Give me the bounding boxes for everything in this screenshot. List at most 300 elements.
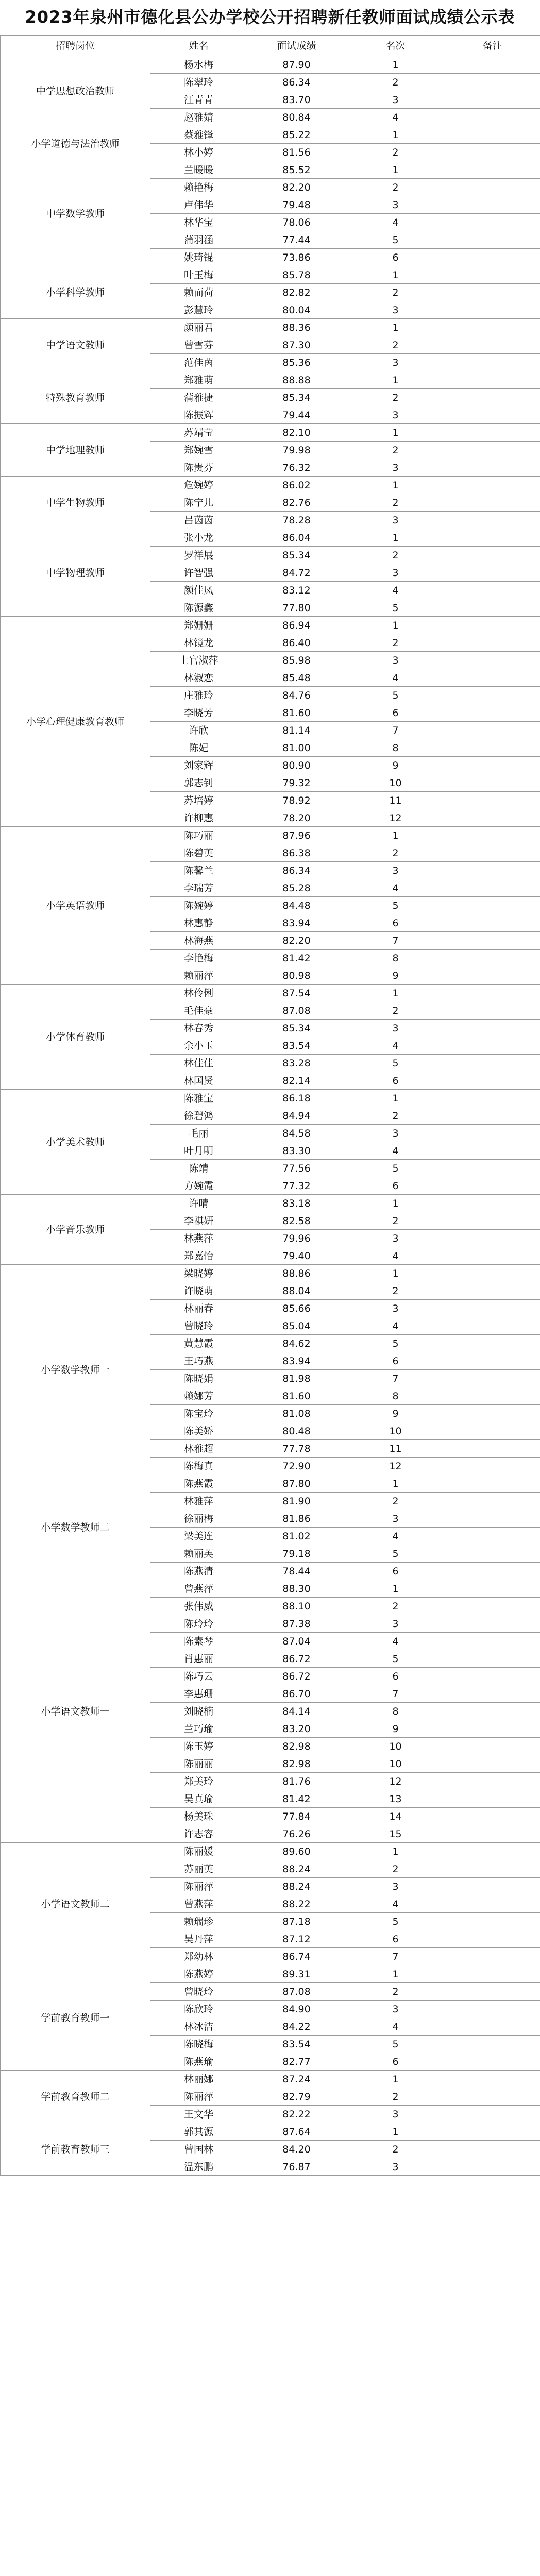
rank-cell: 1 (346, 1265, 445, 1282)
rank-cell: 1 (346, 477, 445, 494)
score-cell: 83.54 (247, 2036, 346, 2053)
rank-cell: 2 (346, 844, 445, 862)
remark-cell (445, 459, 540, 477)
name-cell: 刘晓楠 (150, 1703, 247, 1720)
score-cell: 84.76 (247, 687, 346, 704)
remark-cell (445, 442, 540, 459)
rank-cell: 6 (346, 1352, 445, 1370)
score-cell: 79.44 (247, 406, 346, 424)
score-cell: 86.74 (247, 1948, 346, 1965)
name-cell: 叶月明 (150, 1142, 247, 1160)
rank-cell: 9 (346, 967, 445, 985)
name-cell: 陈振辉 (150, 406, 247, 424)
name-cell: 林丽娜 (150, 2071, 247, 2088)
name-cell: 赖丽萍 (150, 967, 247, 985)
score-cell: 88.10 (247, 1598, 346, 1615)
rank-cell: 5 (346, 1160, 445, 1177)
score-cell: 78.44 (247, 1563, 346, 1580)
remark-cell (445, 336, 540, 354)
name-cell: 许欣 (150, 722, 247, 739)
name-cell: 林丽春 (150, 1300, 247, 1317)
remark-cell (445, 1405, 540, 1422)
rank-cell: 3 (346, 1615, 445, 1633)
name-cell: 彭慧玲 (150, 301, 247, 319)
remark-cell (445, 932, 540, 950)
name-cell: 杨水梅 (150, 56, 247, 74)
name-cell: 陈靖 (150, 1160, 247, 1177)
rank-cell: 8 (346, 1703, 445, 1720)
score-cell: 86.72 (247, 1650, 346, 1668)
name-cell: 蒲羽涵 (150, 231, 247, 249)
rank-cell: 3 (346, 459, 445, 477)
rank-cell: 6 (346, 704, 445, 722)
name-cell: 郭其源 (150, 2123, 247, 2141)
score-cell: 79.48 (247, 196, 346, 214)
name-cell: 徐碧鸿 (150, 1107, 247, 1125)
table-row (1, 1195, 540, 1212)
table-row (1, 617, 540, 634)
score-cell: 82.98 (247, 1755, 346, 1773)
score-cell: 77.32 (247, 1177, 346, 1195)
rank-cell: 6 (346, 2053, 445, 2071)
position-cell: 小学美术教师 (1, 1090, 150, 1195)
remark-cell (445, 1300, 540, 1317)
name-cell: 兰巧瑜 (150, 1720, 247, 1738)
score-cell: 89.31 (247, 1965, 346, 1983)
position-cell: 小学科学教师 (1, 266, 150, 319)
remark-cell (445, 914, 540, 932)
score-cell: 76.32 (247, 459, 346, 477)
name-cell: 上官淑萍 (150, 652, 247, 669)
name-cell: 张伟威 (150, 1598, 247, 1615)
position-cell: 中学地理教师 (1, 424, 150, 477)
name-cell: 刘家辉 (150, 757, 247, 774)
remark-cell (445, 950, 540, 967)
score-cell: 84.20 (247, 2141, 346, 2158)
remark-cell (445, 1895, 540, 1913)
remark-cell (445, 1948, 540, 1965)
remark-cell (445, 1247, 540, 1265)
table-row (1, 2123, 540, 2141)
name-cell: 李祺妍 (150, 1212, 247, 1230)
remark-cell (445, 897, 540, 914)
name-cell: 郭志钊 (150, 774, 247, 792)
score-cell: 83.18 (247, 1195, 346, 1212)
score-cell: 86.04 (247, 529, 346, 547)
score-cell: 87.96 (247, 827, 346, 844)
rank-cell: 13 (346, 1790, 445, 1808)
table-row (1, 477, 540, 494)
rank-cell: 4 (346, 1142, 445, 1160)
remark-cell (445, 371, 540, 389)
score-cell: 86.72 (247, 1668, 346, 1685)
remark-cell (445, 809, 540, 827)
remark-cell (445, 2018, 540, 2036)
position-cell: 学前教育教师二 (1, 2071, 150, 2123)
name-cell: 徐丽梅 (150, 1510, 247, 1528)
table-row (1, 1265, 540, 1282)
rank-cell: 2 (346, 634, 445, 652)
table-row (1, 1965, 540, 1983)
remark-cell (445, 844, 540, 862)
remark-cell (445, 301, 540, 319)
name-cell: 颜佳凤 (150, 582, 247, 599)
score-cell: 78.28 (247, 512, 346, 529)
remark-cell (445, 1055, 540, 1072)
name-cell: 陈美娇 (150, 1422, 247, 1440)
table-row (1, 319, 540, 336)
name-cell: 陈丽媛 (150, 1843, 247, 1860)
remark-cell (445, 1230, 540, 1247)
score-cell: 81.42 (247, 1790, 346, 1808)
rank-cell: 11 (346, 1440, 445, 1458)
remark-cell (445, 2036, 540, 2053)
name-cell: 林雅萍 (150, 1493, 247, 1510)
remark-cell (445, 1177, 540, 1195)
rank-cell: 1 (346, 529, 445, 547)
rank-cell: 1 (346, 424, 445, 442)
position-cell: 学前教育教师一 (1, 1965, 150, 2071)
remark-cell (445, 74, 540, 91)
rank-cell: 1 (346, 827, 445, 844)
score-cell: 81.60 (247, 704, 346, 722)
score-cell: 87.08 (247, 1983, 346, 2001)
name-cell: 苏靖莹 (150, 424, 247, 442)
score-cell: 87.80 (247, 1475, 346, 1493)
rank-cell: 3 (346, 1230, 445, 1247)
rank-cell: 3 (346, 301, 445, 319)
table-header-row (1, 36, 540, 56)
rank-cell: 1 (346, 2123, 445, 2141)
score-cell: 78.92 (247, 792, 346, 809)
rank-cell: 6 (346, 1930, 445, 1948)
rank-cell: 4 (346, 214, 445, 231)
name-cell: 陈翠玲 (150, 74, 247, 91)
name-cell: 林淑恋 (150, 669, 247, 687)
name-cell: 郑姗姗 (150, 617, 247, 634)
rank-cell: 1 (346, 1843, 445, 1860)
remark-cell (445, 1563, 540, 1580)
name-cell: 赖丽英 (150, 1545, 247, 1563)
score-cell: 86.02 (247, 477, 346, 494)
remark-cell (445, 1528, 540, 1545)
name-cell: 郑雅萌 (150, 371, 247, 389)
rank-cell: 5 (346, 1055, 445, 1072)
remark-cell (445, 494, 540, 512)
score-cell: 81.60 (247, 1387, 346, 1405)
rank-cell: 3 (346, 1020, 445, 1037)
rank-cell: 1 (346, 617, 445, 634)
score-cell: 82.58 (247, 1212, 346, 1230)
score-cell: 85.34 (247, 1020, 346, 1037)
rank-cell: 4 (346, 1895, 445, 1913)
remark-cell (445, 1002, 540, 1020)
score-cell: 84.14 (247, 1703, 346, 1720)
score-cell: 86.34 (247, 862, 346, 879)
rank-cell: 4 (346, 1528, 445, 1545)
name-cell: 陈宝玲 (150, 1405, 247, 1422)
score-cell: 80.98 (247, 967, 346, 985)
remark-cell (445, 547, 540, 564)
name-cell: 陈燕瑜 (150, 2053, 247, 2071)
name-cell: 郑嘉怡 (150, 1247, 247, 1265)
score-cell: 86.18 (247, 1090, 346, 1107)
score-cell: 85.48 (247, 669, 346, 687)
remark-cell (445, 879, 540, 897)
rank-cell: 1 (346, 1580, 445, 1598)
score-cell: 81.14 (247, 722, 346, 739)
results-table (0, 35, 540, 2176)
rank-cell: 2 (346, 494, 445, 512)
score-cell: 83.70 (247, 91, 346, 109)
name-cell: 林伶俐 (150, 985, 247, 1002)
remark-cell (445, 1458, 540, 1475)
name-cell: 卢伟华 (150, 196, 247, 214)
rank-cell: 4 (346, 1317, 445, 1335)
rank-cell: 5 (346, 687, 445, 704)
rank-cell: 7 (346, 1685, 445, 1703)
table-row (1, 1580, 540, 1598)
name-cell: 李惠珊 (150, 1685, 247, 1703)
name-cell: 毛佳豪 (150, 1002, 247, 1020)
remark-cell (445, 1615, 540, 1633)
name-cell: 黄慧霞 (150, 1335, 247, 1352)
rank-cell: 1 (346, 266, 445, 284)
remark-cell (445, 249, 540, 266)
position-cell: 特殊教育教师 (1, 371, 150, 424)
remark-cell (445, 1720, 540, 1738)
rank-cell: 4 (346, 109, 445, 126)
score-cell: 78.06 (247, 214, 346, 231)
rank-cell: 10 (346, 1738, 445, 1755)
remark-cell (445, 406, 540, 424)
score-cell: 87.30 (247, 336, 346, 354)
score-cell: 82.10 (247, 424, 346, 442)
remark-cell (445, 634, 540, 652)
rank-cell: 12 (346, 1773, 445, 1790)
rank-cell: 6 (346, 1563, 445, 1580)
table-row (1, 1090, 540, 1107)
score-cell: 86.70 (247, 1685, 346, 1703)
rank-cell: 6 (346, 914, 445, 932)
remark-cell (445, 1860, 540, 1878)
rank-cell: 11 (346, 792, 445, 809)
score-cell: 79.96 (247, 1230, 346, 1247)
name-cell: 陈玲玲 (150, 1615, 247, 1633)
rank-cell: 2 (346, 284, 445, 301)
table-row (1, 827, 540, 844)
rank-cell: 4 (346, 669, 445, 687)
score-cell: 88.24 (247, 1860, 346, 1878)
score-cell: 86.38 (247, 844, 346, 862)
score-cell: 77.84 (247, 1808, 346, 1825)
score-cell: 86.94 (247, 617, 346, 634)
name-cell: 杨美珠 (150, 1808, 247, 1825)
rank-cell: 7 (346, 932, 445, 950)
score-cell: 88.04 (247, 1282, 346, 1300)
rank-cell: 1 (346, 1195, 445, 1212)
remark-cell (445, 1598, 540, 1615)
rank-cell: 10 (346, 1422, 445, 1440)
rank-cell: 1 (346, 1475, 445, 1493)
rank-cell: 1 (346, 371, 445, 389)
name-cell: 陈婉婷 (150, 897, 247, 914)
name-cell: 王巧燕 (150, 1352, 247, 1370)
name-cell: 陈巧云 (150, 1668, 247, 1685)
name-cell: 许晓萌 (150, 1282, 247, 1300)
rank-cell: 7 (346, 1370, 445, 1387)
table-row (1, 126, 540, 144)
rank-cell: 5 (346, 897, 445, 914)
remark-cell (445, 1510, 540, 1528)
remark-cell (445, 1685, 540, 1703)
rank-cell: 1 (346, 319, 445, 336)
rank-cell: 4 (346, 582, 445, 599)
remark-cell (445, 1072, 540, 1090)
remark-cell (445, 2141, 540, 2158)
name-cell: 兰暖暖 (150, 161, 247, 179)
position-cell: 中学生物教师 (1, 477, 150, 529)
remark-cell (445, 1107, 540, 1125)
rank-cell: 2 (346, 1107, 445, 1125)
table-row (1, 1475, 540, 1493)
score-cell: 85.78 (247, 266, 346, 284)
rank-cell: 1 (346, 985, 445, 1002)
remark-cell (445, 704, 540, 722)
name-cell: 陈丽丽 (150, 1755, 247, 1773)
name-cell: 陈燕清 (150, 1563, 247, 1580)
rank-cell: 5 (346, 1545, 445, 1563)
score-cell: 86.34 (247, 74, 346, 91)
score-cell: 83.94 (247, 914, 346, 932)
position-cell: 小学心理健康教育教师 (1, 617, 150, 827)
rank-cell: 5 (346, 1913, 445, 1930)
name-cell: 曾晓玲 (150, 1317, 247, 1335)
remark-cell (445, 1650, 540, 1668)
remark-cell (445, 792, 540, 809)
name-cell: 梁晓婷 (150, 1265, 247, 1282)
score-cell: 87.12 (247, 1930, 346, 1948)
name-cell: 许晴 (150, 1195, 247, 1212)
name-cell: 温东鹏 (150, 2158, 247, 2176)
rank-cell: 3 (346, 354, 445, 371)
rank-cell: 9 (346, 757, 445, 774)
rank-cell: 3 (346, 2158, 445, 2176)
name-cell: 林冰洁 (150, 2018, 247, 2036)
name-cell: 林小婷 (150, 144, 247, 161)
remark-cell (445, 1422, 540, 1440)
score-cell: 87.64 (247, 2123, 346, 2141)
rank-cell: 2 (346, 179, 445, 196)
remark-cell (445, 1160, 540, 1177)
remark-cell (445, 1790, 540, 1808)
name-cell: 王文华 (150, 2106, 247, 2123)
remark-cell (445, 774, 540, 792)
rank-cell: 2 (346, 1983, 445, 2001)
remark-cell (445, 564, 540, 582)
score-cell: 81.90 (247, 1493, 346, 1510)
remark-cell (445, 687, 540, 704)
score-cell: 85.22 (247, 126, 346, 144)
remark-cell (445, 424, 540, 442)
remark-cell (445, 652, 540, 669)
score-cell: 84.72 (247, 564, 346, 582)
name-cell: 蔡雅锋 (150, 126, 247, 144)
name-cell: 叶玉梅 (150, 266, 247, 284)
remark-cell (445, 1387, 540, 1405)
rank-cell: 1 (346, 56, 445, 74)
score-cell: 85.34 (247, 389, 346, 406)
score-cell: 83.30 (247, 1142, 346, 1160)
name-cell: 林燕萍 (150, 1230, 247, 1247)
remark-cell (445, 1843, 540, 1860)
name-cell: 陈晓娟 (150, 1370, 247, 1387)
score-cell: 83.94 (247, 1352, 346, 1370)
table-body (1, 56, 540, 2176)
score-cell: 76.26 (247, 1825, 346, 1843)
score-cell: 83.12 (247, 582, 346, 599)
score-cell: 82.20 (247, 932, 346, 950)
remark-cell (445, 1913, 540, 1930)
remark-cell (445, 2053, 540, 2071)
rank-cell: 3 (346, 1878, 445, 1895)
rank-cell: 2 (346, 547, 445, 564)
name-cell: 陈晓梅 (150, 2036, 247, 2053)
remark-cell (445, 985, 540, 1002)
rank-cell: 5 (346, 231, 445, 249)
rank-cell: 2 (346, 1598, 445, 1615)
position-cell: 中学物理教师 (1, 529, 150, 617)
rank-cell: 3 (346, 652, 445, 669)
name-cell: 陈丽萍 (150, 1878, 247, 1895)
score-cell: 87.04 (247, 1633, 346, 1650)
name-cell: 陈妃 (150, 739, 247, 757)
remark-cell (445, 1633, 540, 1650)
name-cell: 庄雅玲 (150, 687, 247, 704)
score-cell: 82.79 (247, 2088, 346, 2106)
score-cell: 83.54 (247, 1037, 346, 1055)
score-cell: 81.76 (247, 1773, 346, 1790)
score-cell: 80.84 (247, 109, 346, 126)
name-cell: 范佳茵 (150, 354, 247, 371)
remark-cell (445, 389, 540, 406)
score-cell: 82.20 (247, 179, 346, 196)
remark-cell (445, 56, 540, 74)
name-cell: 吴丹萍 (150, 1930, 247, 1948)
score-cell: 82.98 (247, 1738, 346, 1755)
rank-cell: 1 (346, 2071, 445, 2088)
name-cell: 陈玉婷 (150, 1738, 247, 1755)
remark-cell (445, 617, 540, 634)
remark-cell (445, 144, 540, 161)
score-cell: 89.60 (247, 1843, 346, 1860)
name-cell: 郑美玲 (150, 1773, 247, 1790)
remark-cell (445, 1965, 540, 1983)
table-row (1, 1843, 540, 1860)
score-cell: 77.56 (247, 1160, 346, 1177)
name-cell: 吕茵茵 (150, 512, 247, 529)
name-cell: 苏培婷 (150, 792, 247, 809)
score-cell: 78.20 (247, 809, 346, 827)
name-cell: 林雅超 (150, 1440, 247, 1458)
remark-cell (445, 1703, 540, 1720)
header-position: 招聘岗位 (1, 36, 150, 56)
name-cell: 陈源鑫 (150, 599, 247, 617)
rank-cell: 3 (346, 406, 445, 424)
remark-cell (445, 862, 540, 879)
score-cell: 85.66 (247, 1300, 346, 1317)
rank-cell: 2 (346, 74, 445, 91)
